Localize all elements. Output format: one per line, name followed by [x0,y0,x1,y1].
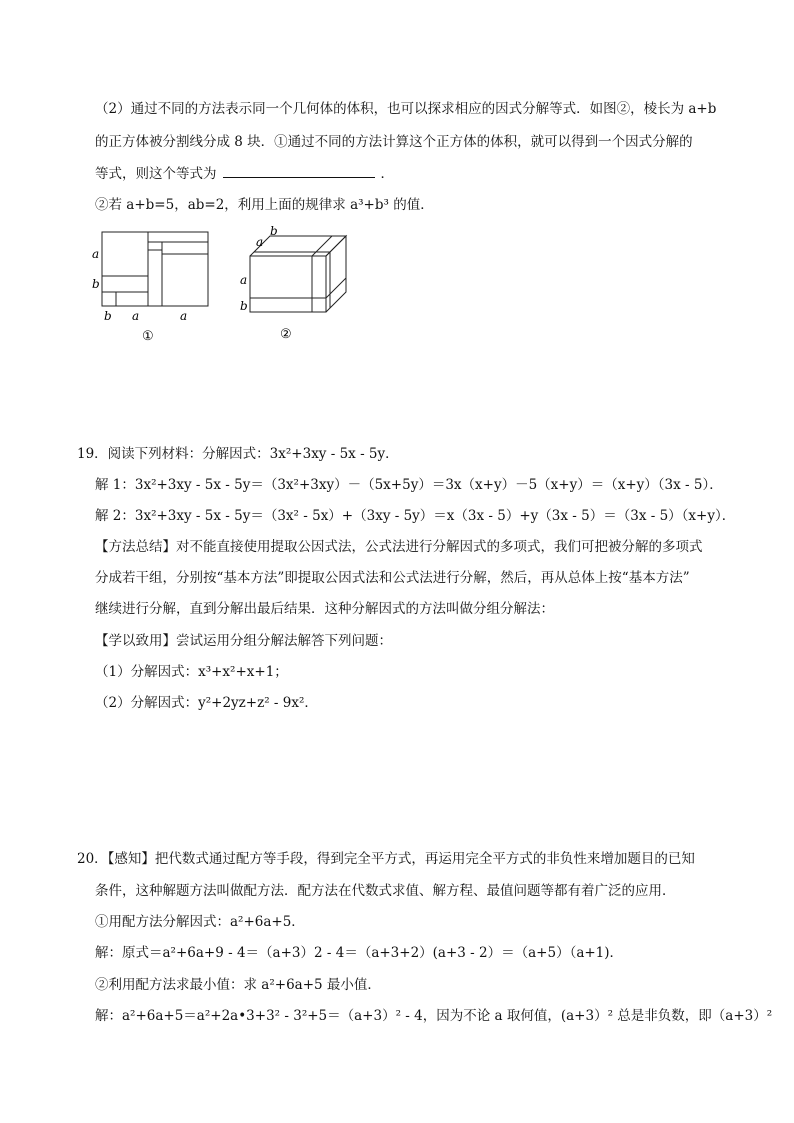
q19-problem-1: （1）分解因式：x³+x²+x+1； [95,664,288,680]
q19-solution-1: 解 1：3x²+3xy - 5x - 5y＝（3x²+3xy）－（5x+5y）＝3x（x+y）－5（x+y）＝（x+y）（3x - 5）． [95,477,723,493]
q19-summary-line3: 继续进行分解，直到分解出最后结果．这种分解因式的方法叫做分组分解法： [95,601,554,617]
q20-line5: ②利用配方法求最小值：求 a²+6a+5 最小值． [95,977,381,993]
fig1-label-a-bottom1: a [132,309,140,323]
fig2-top-face [250,236,346,256]
q18-line4: ②若 a+b=5，ab=2，利用上面的规律求 a³+b³ 的值． [95,197,434,213]
q19-summary-line1: 【方法总结】对不能直接使用提取公因式法，公式法进行分解因式的多项式，我们可把被分解的多项式 [95,539,703,555]
q19-apply: 【学以致用】尝试运用分组分解法解答下列问题： [95,633,392,649]
q20-line1: 20．【感知】把代数式通过配方等手段，得到完全平方式，再运用完全平方式的非负性来增加题目的已知 [77,851,695,867]
fig2-right-face [326,236,346,312]
q18-line1: （2）通过不同的方法表示同一个几何体的体积，也可以探求相应的因式分解等式．如图②，棱长为 a+b [95,101,717,117]
q20-line3: ①用配方法分解因式：a²+6a+5． [95,914,305,930]
q19-problem-2: （2）分解因式：y²+2yz+z² - 9x²． [95,695,318,711]
figure-2-cube-diagram [236,222,348,346]
fig1-outer-square [102,232,208,306]
fig1-label-b-bottom: b [104,309,112,323]
fig2-label-b-top: b [270,224,278,238]
q18-line3 [95,165,394,183]
answer-blank [223,165,375,178]
q19-summary-line2: 分成若干组，分别按“基本方法”即提取公因式法和公式法进行分解，然后，再从总体上按“基本方法” [95,570,690,586]
fig1-caption: ① [142,329,154,344]
fig2-front-face [250,256,326,312]
q18-line3-text: 等式，则这个等式为 [95,166,217,182]
q20-line4: 解：原式＝a²+6a+9 - 4＝（a+3）2 - 4＝（a+3+2）(a+3 - 2）＝（a+5）（a+1)． [95,945,624,961]
q20-line6: 解：a²+6a+5＝a²+2a•3+3² - 3²+5＝（a+3）² - 4，因为不论 a 取何值，(a+3）² 总是非负数，即（a+3）² [95,1008,773,1024]
fig2-label-a-left: a [240,273,248,287]
fig2-label-a-top: a [256,235,264,249]
q20-line2: 条件，这种解题方法叫做配方法．配方法在代数式求值、解方程、最值问题等都有着广泛的应用． [95,883,676,899]
q19-solution-2: 解 2：3x²+3xy - 5x - 5y＝（3x² - 5x）+（3xy - 5y）＝x（3x - 5）+y（3x - 5）＝（3x - 5）（x+y）． [95,508,736,524]
figure-1-square-diagram [88,226,218,346]
fig1-label-a-bottom2: a [180,309,188,323]
fig2-label-b-left: b [240,299,248,313]
fig1-label-a-left: a [92,247,100,261]
q18-line2: 的正方体被分割线分成 8 块．①通过不同的方法计算这个正方体的体积，就可以得到一个因式分解的 [95,134,693,150]
fig2-caption: ② [280,327,292,342]
q18-line3-end: ． [380,166,394,182]
q19-title: 19．阅读下列材料：分解因式：3x²+3xy - 5x - 5y． [77,446,399,462]
fig1-label-b-left: b [92,277,100,291]
